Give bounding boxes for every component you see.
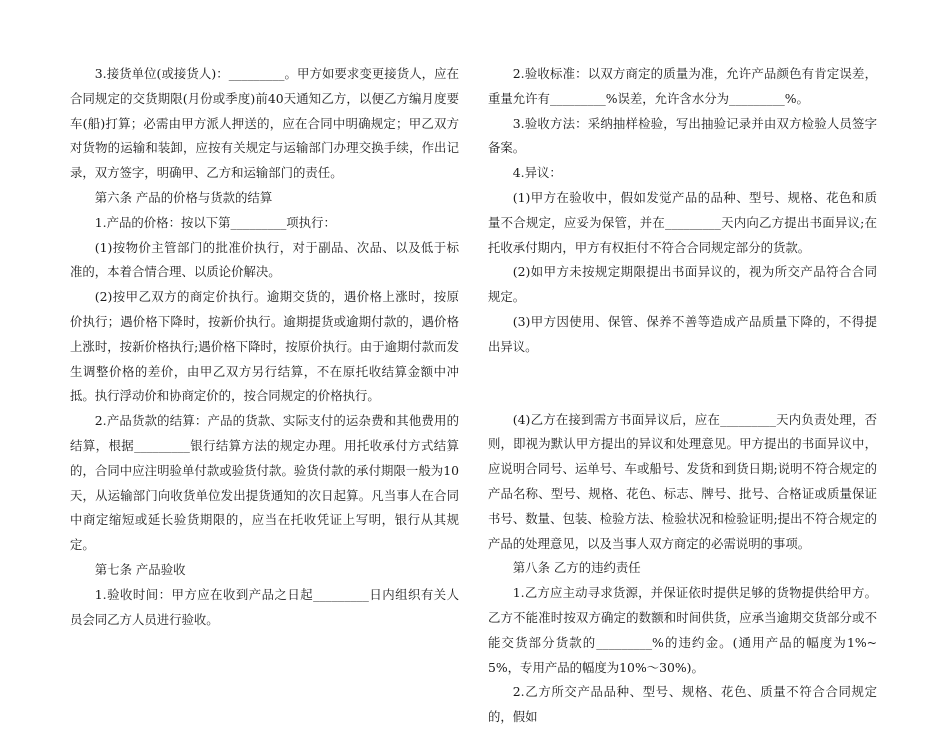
left-paragraph: 3.接货单位(或接货人)：_________。甲方如要求变更接货人，应在合同规定的交货期限(月份或季度)前40天通知乙方，以便乙方编月度要车(船)打算；必需由甲方派人押送的，应在合同中明确规定；甲乙双方对货物的运输和装卸，应按有关规定与运输部门办理交换手续，作出记录，双方签字，明确甲、乙方和运输部门的责任。 — [70, 66, 459, 181]
left-paragraph: 2.产品货款的结算：产品的货款、实际支付的运杂费和其他费用的结算，根据_________银行结算方法的规定办理。用托收承付方式结算的，合同中应注明验单付款或验货付款。验货付款的承付期限一般为10天，从运输部门向收货单位发出提货通知的次日起算。凡当事人在合同中商定缩短或延长验货期限的，应当在托收凭证上写明，银行从其规定。 — [70, 413, 459, 553]
right-paragraph: 2.验收标准：以双方商定的质量为准，允许产品颜色有肯定误差，重量允许有_________%误差，允许含水分为_________%。 — [488, 66, 877, 106]
left-column — [70, 62, 459, 632]
right-paragraph: (3)甲方因使用、保管、保养不善等造成产品质量下降的，不得提出异议。 — [488, 313, 877, 354]
left-paragraph: (1)按物价主管部门的批准价执行，对于副品、次品、以及低于标准的，本着合情合理、以质论价解决。 — [70, 239, 459, 280]
right-paragraph: 1.乙方应主动寻求货源，并保证依时提供足够的货物提供给甲方。乙方不能准时按双方确定的数额和时间供货，应承当逾期交货部分或不能交货部分货款的_________%的违约金。(通用产品的幅度为1%~5%，专用产品的幅度为10%～30%)。 — [488, 585, 877, 675]
left-paragraph: (2)按甲乙双方的商定价执行。逾期交货的，遇价格上涨时，按原价执行；遇价格下降时，按新价执行。逾期提货或逾期付款的，遇价格上涨时，按新价格执行;遇价格下降时，按原价执行。由于逾期付款而发生调整价格的差价，由甲乙双方另行结算，不在原托收结算金额中冲抵。执行浮动价和协商定价的，按合同规定的价格执行。 — [70, 289, 459, 404]
right-column — [488, 62, 877, 730]
right-paragraph: (1)甲方在验收中，假如发觉产品的品种、型号、规格、花色和质量不合规定，应妥为保管，并在_________天内向乙方提出书面异议;在托收承付期内，甲方有权拒付不符合合同规定部分的货款。 — [488, 189, 877, 255]
left-paragraph: 1.验收时间：甲方应在收到产品之日起_________日内组织有关人员会同乙方人员进行验收。 — [70, 586, 459, 627]
right-paragraph: (2)如甲方未按规定期限提出书面异议的，视为所交产品符合合同规定。 — [488, 264, 877, 305]
left-paragraph: 1.产品的价格：按以下第_________项执行： — [94, 214, 336, 230]
right-paragraph: 3.验收方法：采纳抽样检验，写出抽验记录并由双方检验人员签字备案。 — [488, 115, 877, 156]
right-spacer — [488, 360, 877, 408]
left-section-heading: 第六条 产品的价格与货款的结算 — [94, 189, 273, 205]
right-paragraph: (4)乙方在接到需方书面异议后，应在_________天内负责处理，否则，即视为默认甲方提出的异议和处理意见。甲方提出的书面异议中，应说明合同号、运单号、车或船号、发货和到货日期;说明不符合规定的产品名称、型号、规格、花色、标志、牌号、批号、合格证或质量保证书号、数量、包装、检验方法、检验状况和检验证明;提出不符合规定的产品的处理意见，以及当事人双方商定的必需说明的事项。 — [488, 411, 877, 551]
right-paragraph: 2.乙方所交产品品种、型号、规格、花色、质量不符合合同规定的，假如 — [488, 684, 877, 725]
left-section-heading: 第七条 产品验收 — [94, 561, 186, 577]
right-paragraph: 4.异议： — [512, 165, 562, 181]
right-section-heading: 第八条 乙方的违约责任 — [512, 560, 641, 576]
